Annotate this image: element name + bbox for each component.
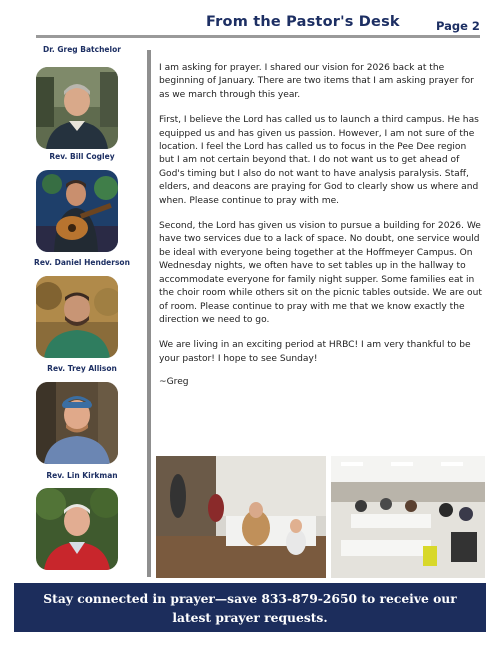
portrait-photo-icon [36, 67, 118, 149]
fellowship-photo-right [331, 456, 485, 578]
letter-paragraph: Second, the Lord has given us vision to pursue a building for 2026. We have two services due to a lack of space. No doubt, one service would be ideal with everyone being together at the Hoffmeyer Campus. On Wednesday nights, we often have to set tables up in the hallway to accommodate everyone for family night supper. Some families eat in the choir room while others sit on the picnic tables outside. We are out of room. Please continue to pray with me that we know exactly the direction we need to go. [159, 221, 482, 325]
letter-paragraph: We are living in an exciting period at HRBC! I am very thankful to be your pastor! I hope to see Sunday! [159, 340, 471, 364]
page-number: Page 2 [436, 19, 480, 33]
portrait-photo-icon [36, 382, 118, 464]
staff-member [30, 364, 134, 374]
staff-name: Rev. Lin Kirkman [46, 471, 118, 480]
pastor-letter [159, 62, 484, 402]
letter-paragraph: I am asking for prayer. I shared our vision for 2026 back at the beginning of January. There are two items that I am asking prayer for as we march through this year. [159, 63, 474, 100]
page-header [0, 0, 500, 40]
dining-hall-photo-icon [156, 456, 326, 578]
prayer-banner [14, 583, 486, 632]
staff-member [30, 152, 134, 162]
prayer-banner-text: Stay connected in prayer—save 833-879-2650 to receive our latest prayer requests. [43, 590, 457, 625]
staff-photo [36, 170, 118, 252]
header-divider [36, 35, 480, 38]
letter-signature: ~Greg [159, 377, 189, 388]
staff-name: Rev. Daniel Henderson [34, 258, 130, 267]
portrait-photo-icon [36, 488, 118, 570]
fellowship-photo-left [156, 456, 326, 578]
vertical-divider [147, 50, 151, 577]
staff-name: Rev. Trey Allison [47, 364, 117, 373]
guitar-player-photo-icon [36, 170, 118, 252]
staff-name: Dr. Greg Batchelor [43, 45, 121, 54]
letter-paragraph: First, I believe the Lord has called us to launch a third campus. He has equipped us and has given us passion. However, I am not sure of the location. I feel the Lord has called us to focus in the Pee Dee region but I am not certain beyond that. I do not want us to get ahead of God's timing but I also do not want to have analysis paralysis. Staff, elders, and deacons are praying for God to clearly show us where and when. Please continue to pray with me. [159, 115, 479, 206]
portrait-photo-icon [36, 276, 118, 358]
staff-member [30, 45, 134, 55]
staff-photo [36, 276, 118, 358]
staff-photo [36, 67, 118, 149]
staff-member [30, 471, 134, 481]
staff-member [30, 258, 134, 268]
page-title: From the Pastor's Desk [206, 14, 400, 30]
fellowship-supper-photo-icon [331, 456, 485, 578]
staff-name: Rev. Bill Cogley [49, 152, 115, 161]
staff-photo [36, 488, 118, 570]
staff-photo [36, 382, 118, 464]
